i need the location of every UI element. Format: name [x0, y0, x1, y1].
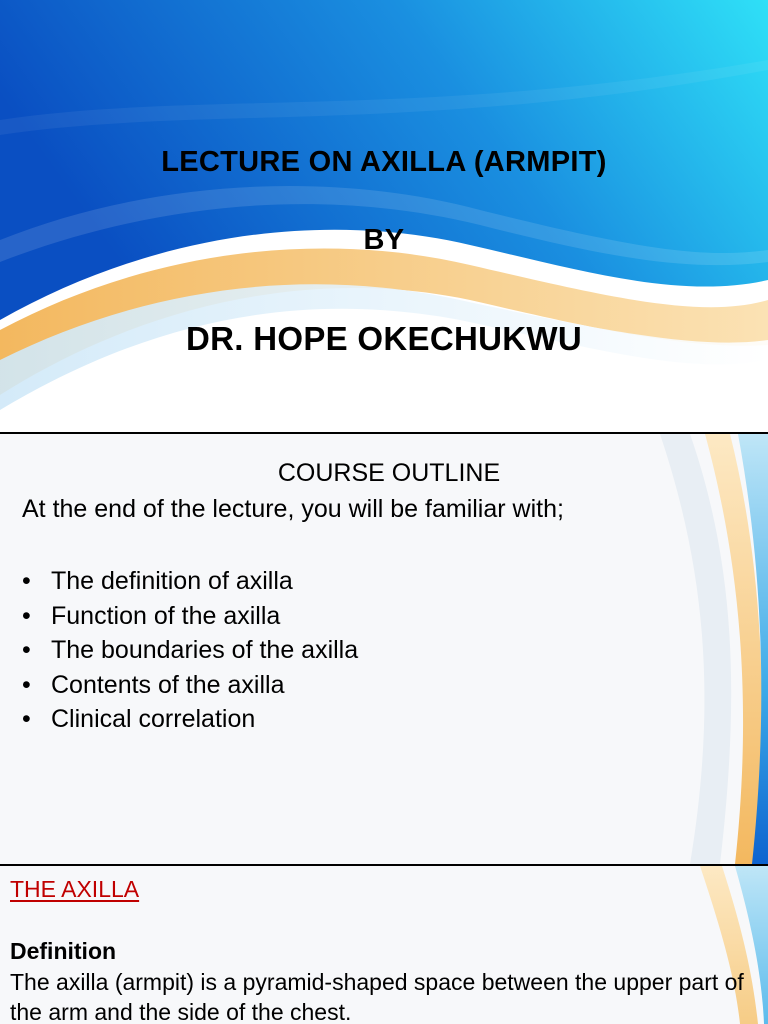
- bullet-text: Clinical correlation: [51, 705, 256, 733]
- title-line-3: DR. HOPE OKECHUKWU: [186, 320, 582, 357]
- outline-bullet-list: [22, 564, 358, 737]
- title-slide-background: [0, 0, 768, 432]
- outline-heading: COURSE OUTLINE: [277, 459, 501, 487]
- bullet-text: Function of the axilla: [51, 601, 281, 630]
- bullet-text: Contents of the axilla: [51, 670, 285, 699]
- title-line-2: BY: [363, 224, 405, 256]
- course-outline-slide: [0, 434, 768, 864]
- axilla-heading: THE AXILLA: [10, 876, 140, 902]
- definition-label: Definition: [10, 938, 117, 964]
- bullet-icon: •: [22, 705, 31, 733]
- bullet-icon: •: [22, 636, 31, 664]
- outline-intro: At the end of the lecture, you will be familiar with;: [22, 495, 564, 523]
- list-item: [22, 564, 358, 599]
- list-item: [22, 668, 358, 703]
- bullet-text: The boundaries of the axilla: [51, 636, 359, 664]
- title-line-1: LECTURE ON AXILLA (ARMPIT): [161, 146, 607, 178]
- bullet-icon: •: [22, 670, 31, 699]
- title-slide: [0, 0, 768, 432]
- bullet-text: The definition of axilla: [51, 567, 293, 595]
- bullet-icon: •: [22, 601, 31, 630]
- bullet-icon: •: [22, 567, 31, 595]
- definition-text: The axilla (armpit) is a pyramid-shaped space between the upper part of the arm and the side of the chest.: [10, 969, 744, 1024]
- list-item: [22, 633, 358, 668]
- list-item: [22, 599, 358, 634]
- axilla-definition-slide: [0, 866, 768, 1024]
- list-item: [22, 702, 358, 737]
